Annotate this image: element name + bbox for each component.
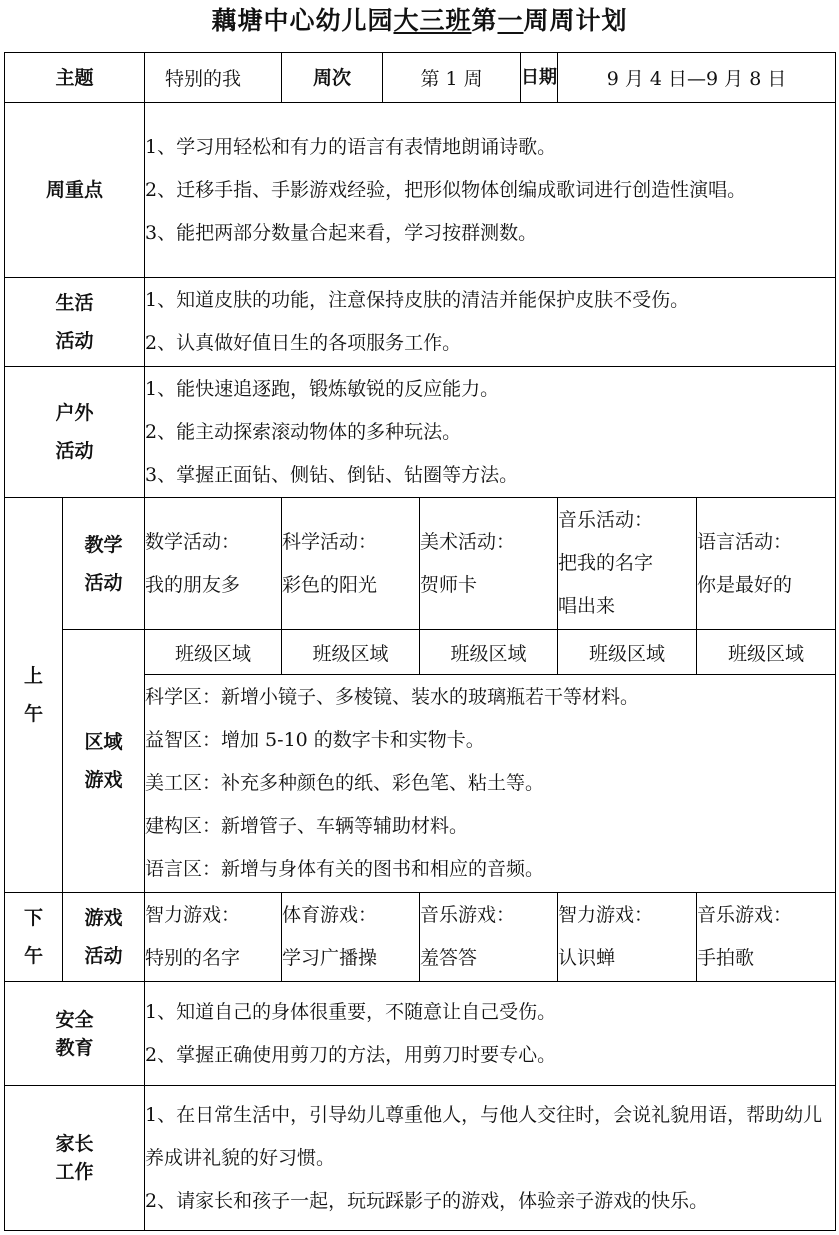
date-value: 9 月 4 日—9 月 8 日	[558, 53, 836, 103]
teaching-label-line1: 教学	[84, 533, 123, 556]
title-class-name: 大三班	[393, 6, 472, 35]
game-activities-label	[63, 893, 145, 982]
teaching-activity-type: 语言活动：	[697, 530, 793, 553]
page-title	[0, 4, 839, 38]
morning-label	[5, 498, 63, 893]
title-prefix: 藕塘中心幼儿园	[211, 6, 394, 35]
area-day-header: 班级区域	[558, 630, 697, 675]
outdoor-activities-label-line2: 活动	[55, 440, 94, 462]
outdoor-activities-item: 1、能快速追逐跑，锻炼敏锐的反应能力。	[145, 377, 500, 400]
title-suffix: 周周计划	[523, 6, 628, 35]
game-type: 智力游戏：	[145, 904, 241, 926]
date-label-text: 日期	[521, 66, 558, 88]
safety-label-line2: 教育	[55, 1036, 94, 1059]
life-activities-label	[5, 278, 145, 367]
parents-row	[5, 1086, 836, 1231]
teaching-label-line2: 活动	[84, 571, 123, 594]
weekly-focus-item: 1、学习用轻松和有力的语言有表情地朗诵诗歌。	[145, 135, 557, 158]
parents-content	[145, 1086, 836, 1231]
game-type: 体育游戏：	[282, 904, 378, 926]
game-label-line2: 活动	[84, 945, 123, 967]
area-day-header: 班级区域	[420, 630, 558, 675]
weekly-focus-item: 2、迁移手指、手影游戏经验，把形似物体创编成歌词进行创造性演唱。	[145, 178, 747, 201]
teaching-activity-title: 你是最好的	[697, 573, 793, 596]
life-activities-label-line1: 生活	[55, 292, 94, 314]
game-title: 特别的名字	[145, 947, 241, 969]
teaching-activity-title: 把我的名字	[558, 552, 654, 574]
afternoon-label	[5, 893, 63, 982]
afternoon-label-line2: 午	[23, 945, 43, 967]
parents-label-line2: 工作	[55, 1161, 94, 1183]
weekly-focus-item: 3、能把两部分数量合起来看，学习按群测数。	[145, 221, 538, 244]
teaching-activity-cell	[697, 498, 836, 630]
parents-label	[5, 1086, 145, 1231]
safety-label-line1: 安全	[55, 1008, 94, 1031]
outdoor-activities-item: 3、掌握正面钻、侧钻、倒钻、钻圈等方法。	[145, 463, 519, 486]
game-activity-cell	[697, 893, 836, 982]
week-label: 周次	[282, 53, 383, 103]
area-item: 美工区：补充多种颜色的纸、彩色笔、粘土等。	[145, 772, 545, 794]
theme-value: 特别的我	[145, 53, 282, 103]
life-activities-row	[5, 278, 836, 367]
game-type: 音乐游戏：	[420, 904, 516, 926]
area-item: 建构区：新增管子、车辆等辅助材料。	[145, 815, 469, 837]
area-day-header: 班级区域	[282, 630, 420, 675]
date-label	[521, 53, 558, 103]
area-games-label	[63, 630, 145, 893]
game-title: 学习广播操	[282, 947, 378, 969]
parents-item: 1、在日常生活中，引导幼儿尊重他人，与他人交往时，会说礼貌用语，帮助幼儿养成讲礼貌的好习惯。	[145, 1103, 823, 1169]
outdoor-activities-row	[5, 367, 836, 498]
weekly-plan-table	[4, 52, 836, 1231]
parents-label-line1: 家长	[55, 1133, 94, 1155]
life-activities-content	[145, 278, 836, 367]
outdoor-activities-content	[145, 367, 836, 498]
outdoor-activities-label	[5, 367, 145, 498]
afternoon-games-row	[5, 893, 836, 982]
teaching-activity-cell	[420, 498, 558, 630]
area-day-header: 班级区域	[145, 630, 282, 675]
life-activities-label-line2: 活动	[55, 330, 94, 352]
game-activity-cell	[558, 893, 697, 982]
game-title: 手拍歌	[697, 947, 755, 969]
game-activity-cell	[420, 893, 558, 982]
teaching-activities-row	[5, 498, 836, 630]
safety-row	[5, 982, 836, 1086]
area-games-label-line2: 游戏	[84, 769, 123, 791]
game-activity-cell	[282, 893, 420, 982]
game-label-line1: 游戏	[84, 907, 123, 929]
title-week-num: 一	[497, 6, 524, 35]
teaching-activity-type: 数学活动：	[145, 530, 241, 553]
area-games-header-row	[5, 630, 836, 675]
teaching-activity-cell	[282, 498, 420, 630]
safety-item: 2、掌握正确使用剪刀的方法，用剪刀时要专心。	[145, 1043, 557, 1066]
safety-content	[145, 982, 836, 1086]
morning-label-line2: 午	[23, 703, 43, 725]
life-activities-item: 1、知道皮肤的功能，注意保持皮肤的清洁并能保护皮肤不受伤。	[145, 289, 690, 311]
game-title: 认识蝉	[558, 947, 616, 969]
weekly-focus-label: 周重点	[5, 103, 145, 278]
morning-label-line1: 上	[23, 665, 43, 687]
weekly-focus-row	[5, 103, 836, 278]
teaching-activity-cell	[145, 498, 282, 630]
teaching-activity-title: 我的朋友多	[145, 573, 241, 596]
game-activity-cell	[145, 893, 282, 982]
week-value: 第 1 周	[383, 53, 521, 103]
game-type: 音乐游戏：	[697, 904, 793, 926]
afternoon-label-line1: 下	[23, 907, 43, 929]
area-item: 语言区：新增与身体有关的图书和相应的音频。	[145, 858, 545, 880]
header-row	[5, 53, 836, 103]
outdoor-activities-item: 2、能主动探索滚动物体的多种玩法。	[145, 420, 462, 443]
area-day-header: 班级区域	[697, 630, 836, 675]
area-games-label-line1: 区域	[84, 731, 123, 753]
theme-label: 主题	[5, 53, 145, 103]
area-item: 科学区：新增小镜子、多棱镜、装水的玻璃瓶若干等材料。	[145, 686, 640, 708]
teaching-activity-type: 音乐活动：	[558, 509, 654, 531]
life-activities-item: 2、认真做好值日生的各项服务工作。	[145, 332, 462, 354]
teaching-activities-label	[63, 498, 145, 630]
game-type: 智力游戏：	[558, 904, 654, 926]
weekly-focus-content	[145, 103, 836, 278]
teaching-activity-title: 彩色的阳光	[282, 573, 378, 596]
safety-item: 1、知道自己的身体很重要，不随意让自己受伤。	[145, 1000, 557, 1023]
teaching-activity-type: 美术活动：	[420, 530, 516, 553]
teaching-activity-cell	[558, 498, 697, 630]
teaching-activity-type: 科学活动：	[282, 530, 378, 553]
outdoor-activities-label-line1: 户外	[55, 402, 94, 424]
teaching-activity-title: 贺师卡	[420, 573, 478, 596]
teaching-activity-title-cont: 唱出来	[558, 595, 616, 617]
game-title: 羞答答	[420, 947, 478, 969]
safety-label	[5, 982, 145, 1086]
area-item: 益智区：增加 5-10 的数字卡和实物卡。	[145, 729, 485, 751]
title-middle: 第	[471, 6, 498, 35]
area-games-content	[145, 675, 836, 893]
parents-item: 2、请家长和孩子一起，玩玩踩影子的游戏，体验亲子游戏的快乐。	[145, 1189, 709, 1212]
